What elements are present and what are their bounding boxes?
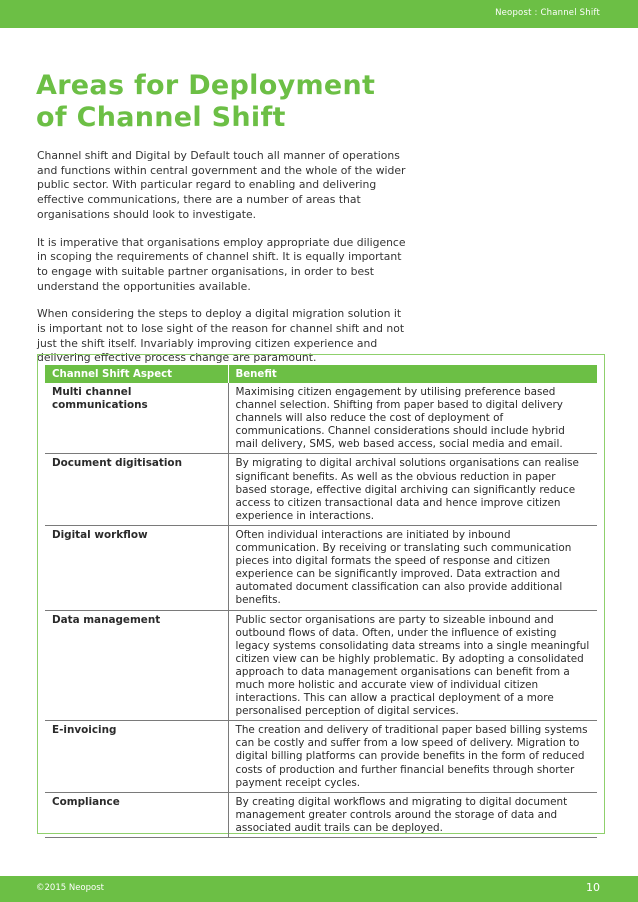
- benefit-cell: By creating digital workflows and migrating to digital document management greater controls around the storage of data and associated audit trails can be deployed.: [228, 792, 597, 837]
- intro-text: [37, 149, 409, 379]
- table-row: [45, 792, 597, 837]
- header-bar: [0, 0, 638, 28]
- aspect-cell: E-invoicing: [45, 721, 228, 792]
- aspect-cell: Compliance: [45, 792, 228, 837]
- intro-paragraph: When considering the steps to deploy a digital migration solution it is important not to lose sight of the reason for channel shift and not just the shift itself. Invariably improving citizen experience and delivering effective process change are paramount.: [37, 307, 405, 365]
- table-row: [45, 721, 597, 792]
- footer-bar: [0, 876, 638, 902]
- table-header-aspect: Channel Shift Aspect: [45, 365, 228, 383]
- table-header-row: [45, 365, 597, 383]
- benefit-cell: Maximising citizen engagement by utilising preference based channel selection. Shifting from paper based to digital delivery channels will also reduce the cost of deployment of communications. Channel considerations should include hybrid mail delivery, SMS, web based access, social media and email.: [228, 383, 597, 454]
- table-row: [45, 610, 597, 721]
- page-number: 10: [586, 881, 600, 894]
- benefit-cell: The creation and delivery of traditional paper based billing systems can be costly and suffer from a low speed of delivery. Migration to digital billing platforms can provide benefits in the form of reduced costs of production and further financial benefits through shorter payment receipt cycles.: [228, 721, 597, 792]
- aspect-cell: Document digitisation: [45, 454, 228, 525]
- header-brand: Neopost : Channel Shift: [495, 8, 600, 18]
- page-title-line-2: of Channel Shift: [36, 102, 286, 133]
- aspect-cell: Multi channel communications: [45, 383, 228, 454]
- benefit-cell: Often individual interactions are initiated by inbound communication. By receiving or translating such communication pieces into digital formats the speed of response and citizen experience can be significantly improved. Data extraction and automated document classification can also provide additional benefits.: [228, 525, 597, 610]
- aspect-cell: Digital workflow: [45, 525, 228, 610]
- aspect-cell: Data management: [45, 610, 228, 721]
- intro-paragraph: It is imperative that organisations employ appropriate due diligence in scoping the requirements of channel shift. It is equally important to engage with suitable partner organisations, in order to best understand the opportunities available.: [37, 235, 406, 293]
- benefit-cell: By migrating to digital archival solutions organisations can realise significant benefits. As well as the obvious reduction in paper based storage, effective digital archiving can significantly reduce access to citizen transactional data and hence improve citizen experience in interactions.: [228, 454, 597, 525]
- table-row: [45, 383, 597, 454]
- channel-shift-table: [45, 365, 597, 838]
- benefit-cell: Public sector organisations are party to sizeable inbound and outbound flows of data. Often, under the influence of existing legacy systems consolidating data streams into a single meaningful citizen view can be highly problematic. By adopting a consolidated approach to data management organisations can benefit from a much more holistic and accurate view of individual citizen interactions. This can allow a practical deployment of a more personalised perception of digital services.: [228, 610, 597, 721]
- table-row: [45, 454, 597, 525]
- table-row: [45, 525, 597, 610]
- table-header-benefit: Benefit: [228, 365, 597, 383]
- footer-copyright: ©2015 Neopost: [36, 883, 104, 893]
- page-title-line-1: Areas for Deployment: [36, 70, 376, 101]
- intro-paragraph: Channel shift and Digital by Default touch all manner of operations and functions within central government and the whole of the wider public sector. With particular regard to enabling and delivering effective communications, there are a number of areas that organisations should look to investigate.: [37, 149, 406, 221]
- page-title: [36, 70, 375, 134]
